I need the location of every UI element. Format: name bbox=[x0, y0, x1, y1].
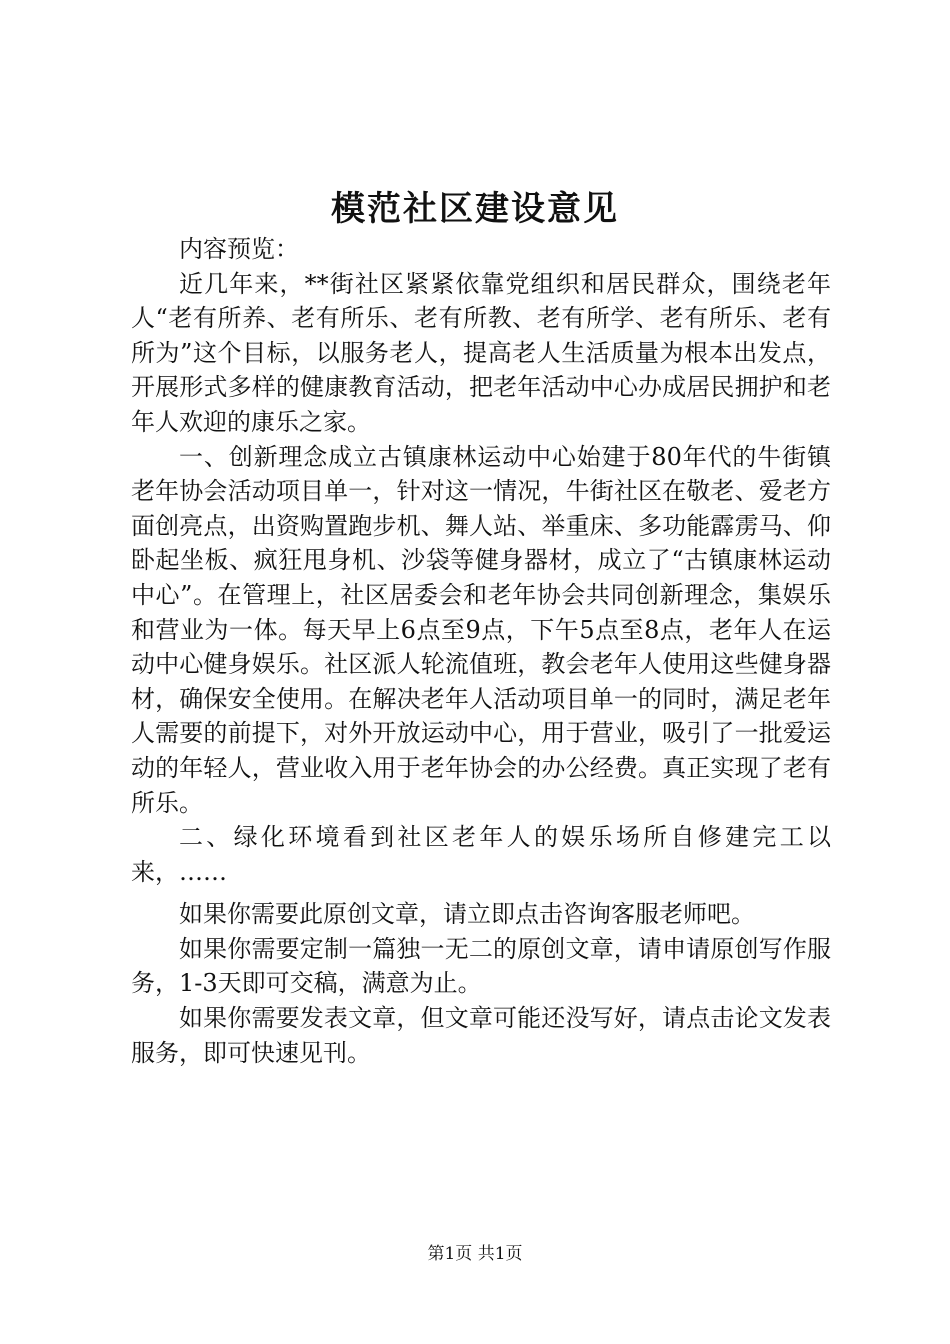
body-paragraph-3: 二、绿化环境看到社区老年人的娱乐场所自修建完工以来，…… bbox=[131, 823, 831, 886]
body-paragraph-2: 一、创新理念成立古镇康林运动中心始建于80年代的牛街镇老年协会活动项目单一，针对这一情况，牛街社区在敬老、爱老方面创亮点，出资购置跑步机、舞人站、举重床、多功能霹雳马、仰卧起坐板、疯狂甩身机、沙袋等健身器材，成立了“古镇康林运动中心”。在管理上，社区居委会和老年协会共同创新理念，集娱乐和营业为一体。每天早上6点至9点，下午5点至8点，老年人在运动中心健身娱乐。社区派人轮流值班，教会老年人使用这些健身器材，确保安全使用。在解决老年人活动项目单一的同时，满足老年人需要的前提下，对外开放运动中心，用于营业，吸引了一批爱运动的年轻人，营业收入用于老年协会的办公经费。真正实现了老有所乐。 bbox=[131, 442, 831, 817]
service-note-2[interactable]: 如果你需要定制一篇独一无二的原创文章，请申请原创写作服务，1-3天即可交稿，满意为止。 bbox=[131, 934, 831, 998]
page-footer: 第1页 共1页 bbox=[427, 1244, 523, 1264]
document-title: 模范社区建设意见 bbox=[331, 189, 619, 229]
service-note-3[interactable]: 如果你需要发表文章，但文章可能还没写好，请点击论文发表服务，即可快速见刊。 bbox=[131, 1004, 831, 1067]
preview-label: 内容预览： bbox=[179, 235, 299, 263]
body-paragraph-1: 近几年来，**街社区紧紧依靠党组织和居民群众，围绕老年人“老有所养、老有所乐、老有所教、老有所学、老有所乐、老有所为”这个目标，以服务老人，提高老人生活质量为根本出发点，开展形式多样的健康教育活动，把老年活动中心办成居民拥护和老年人欢迎的康乐之家。 bbox=[131, 269, 831, 436]
service-note-1[interactable]: 如果你需要此原创文章，请立即点击咨询客服老师吧。 bbox=[179, 900, 755, 929]
document-body bbox=[131, 232, 831, 1070]
